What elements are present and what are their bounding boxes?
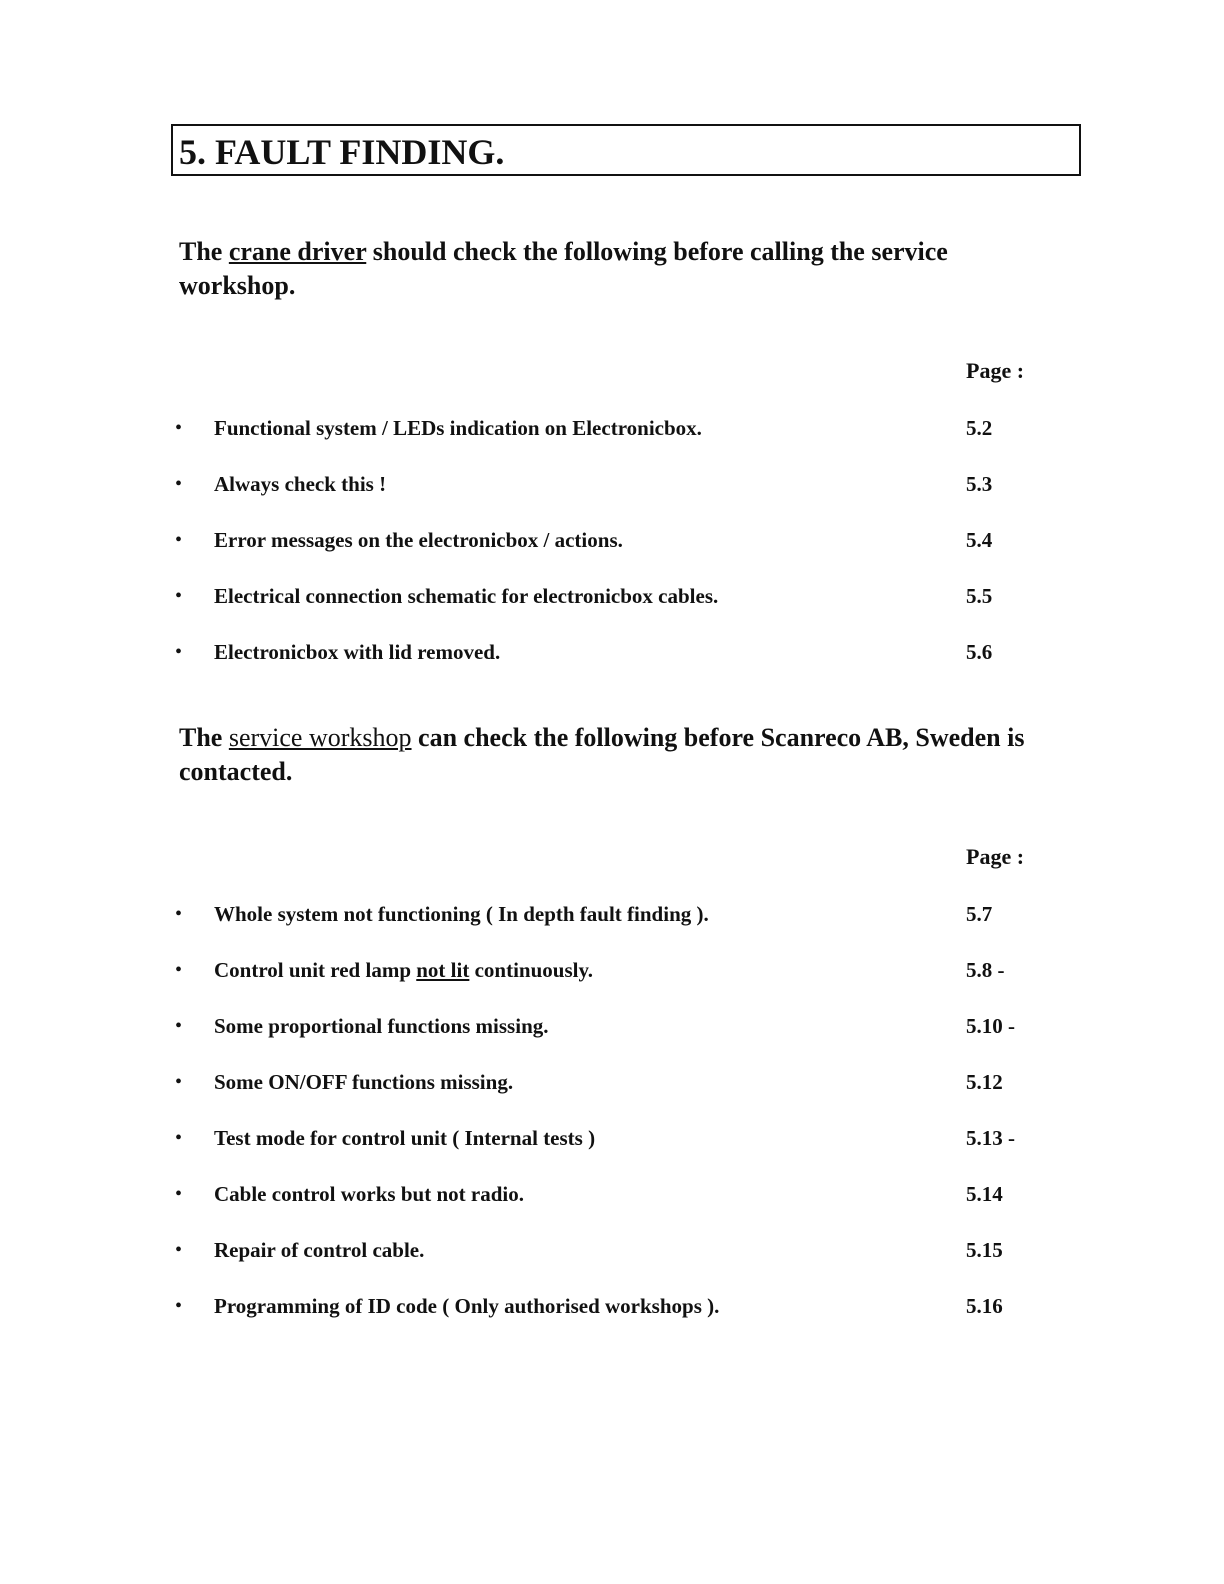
bullet-icon: • <box>175 641 183 663</box>
list-item-label: Electrical connection schematic for electronicbox cables. <box>214 584 719 608</box>
section-title-box <box>171 124 1081 176</box>
list-item-label: Cable control works but not radio. <box>214 1182 524 1206</box>
list-item-page: 5.12 <box>966 1070 1003 1094</box>
service-workshop-intro <box>179 721 1059 789</box>
list-item-page: 5.13 - <box>966 1126 1015 1150</box>
section-title: 5. FAULT FINDING. <box>179 132 505 172</box>
list-item-label: Test mode for control unit ( Internal tests ) <box>214 1126 596 1150</box>
list-item-label: Whole system not functioning ( In depth fault finding ). <box>214 902 709 926</box>
list-item-page: 5.6 <box>966 640 993 664</box>
bullet-icon: • <box>175 473 183 495</box>
crane-driver-intro <box>179 235 1059 303</box>
list-item-page: 5.2 <box>966 416 993 440</box>
list-item-label: Functional system / LEDs indication on Electronicbox. <box>214 416 702 440</box>
list-item <box>0 637 1224 667</box>
list-item-label: Always check this ! <box>214 472 387 496</box>
list-item <box>0 1067 1224 1097</box>
list-item-page: 5.15 <box>966 1238 1003 1262</box>
intro-text-start: The <box>179 723 229 752</box>
list-item-label: Electronicbox with lid removed. <box>214 640 501 664</box>
page-column-header: Page : <box>966 358 1025 383</box>
bullet-icon: • <box>175 1127 183 1149</box>
list-item <box>0 581 1224 611</box>
list-item-page: 5.10 - <box>966 1014 1015 1038</box>
bullet-icon: • <box>175 903 183 925</box>
label-emphasis: not lit <box>416 958 470 982</box>
bullet-icon: • <box>175 585 183 607</box>
intro-text-end: should check the following before calling the service workshop. <box>179 237 948 300</box>
bullet-icon: • <box>175 959 183 981</box>
list-item <box>0 1123 1224 1153</box>
bullet-icon: • <box>175 1239 183 1261</box>
list-item <box>0 955 1224 985</box>
list-item <box>0 1179 1224 1209</box>
bullet-icon: • <box>175 1183 183 1205</box>
bullet-icon: • <box>175 417 183 439</box>
list-item-label: Programming of ID code ( Only authorised workshops ). <box>214 1294 720 1318</box>
label-end: continuously. <box>469 958 594 982</box>
bullet-icon: • <box>175 1015 183 1037</box>
bullet-icon: • <box>175 529 183 551</box>
list-item-page: 5.7 <box>966 902 993 926</box>
label-start: Control unit red lamp <box>214 958 417 982</box>
list-item-page: 5.14 <box>966 1182 1003 1206</box>
list-item-page: 5.5 <box>966 584 993 608</box>
list-item-label: Some ON/OFF functions missing. <box>214 1070 514 1094</box>
list-item-label: Error messages on the electronicbox / actions. <box>214 528 623 552</box>
intro-text-start: The <box>179 237 229 266</box>
list-item-label <box>214 955 593 985</box>
list-item-page: 5.16 <box>966 1294 1003 1318</box>
page-column-header: Page : <box>966 844 1025 869</box>
list-item <box>0 1011 1224 1041</box>
list-item <box>0 413 1224 443</box>
list-item <box>0 469 1224 499</box>
bullet-icon: • <box>175 1071 183 1093</box>
list-item <box>0 1291 1224 1321</box>
list-item <box>0 525 1224 555</box>
intro-text-end: can check the following before Scanreco AB, Sweden is contacted. <box>179 723 1025 786</box>
list-item <box>0 899 1224 929</box>
list-item-label: Some proportional functions missing. <box>214 1014 549 1038</box>
list-item-page: 5.3 <box>966 472 993 496</box>
list-item-page: 5.4 <box>966 528 993 552</box>
bullet-icon: • <box>175 1295 183 1317</box>
list-item-label: Repair of control cable. <box>214 1238 425 1262</box>
list-item-page: 5.8 - <box>966 958 1005 982</box>
service-workshop-term: service workshop <box>228 723 412 752</box>
list-item <box>0 1235 1224 1265</box>
crane-driver-term: crane driver <box>228 237 367 266</box>
